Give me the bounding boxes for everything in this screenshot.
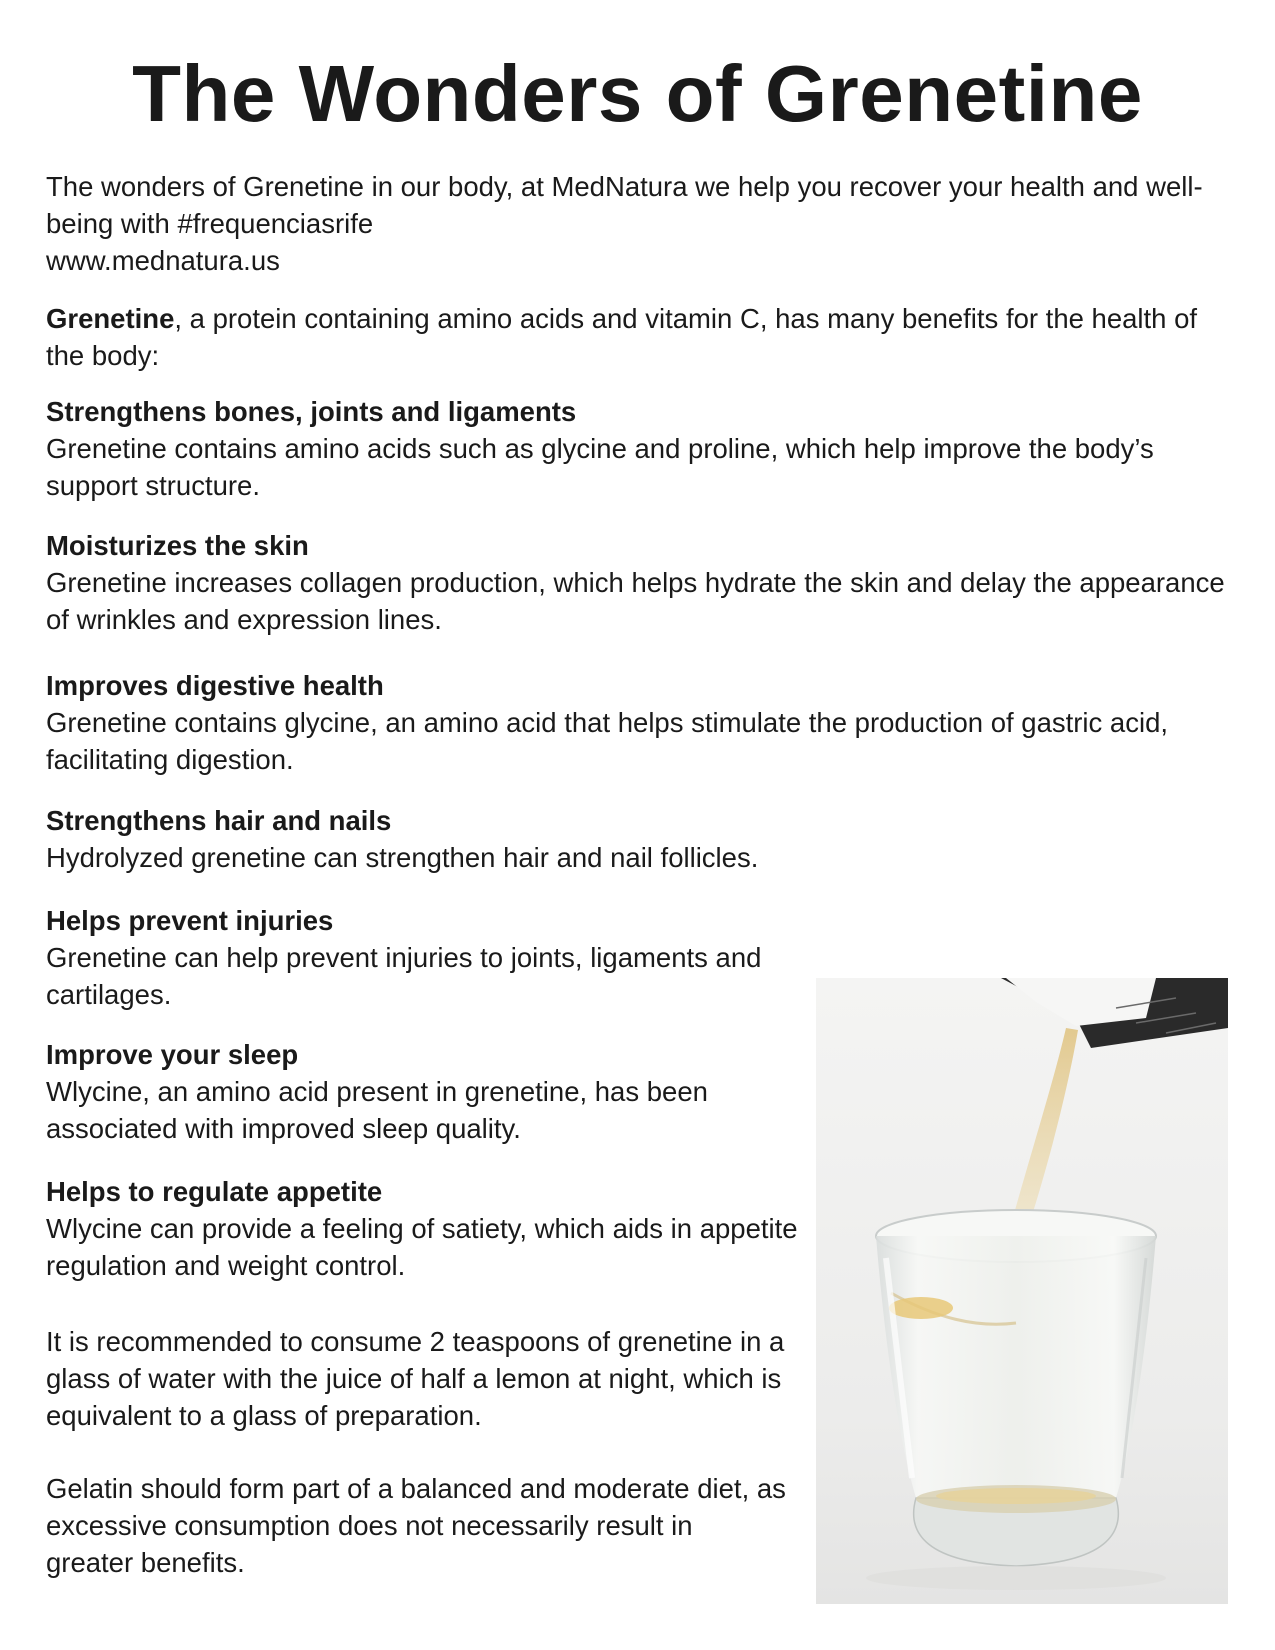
closing-paragraph: Gelatin should form part of a balanced and moderate diet, as excessive consumption does not necessarily result in greater benefits. (46, 1473, 786, 1578)
grenetine-glass-photo (816, 978, 1228, 1604)
benefit-appetite (46, 1173, 806, 1284)
benefit-skin (46, 527, 1236, 638)
benefit-heading: Improve your sleep (46, 1039, 299, 1070)
benefit-injuries (46, 902, 806, 1013)
glass-illustration (816, 978, 1228, 1604)
benefit-heading: Improves digestive health (46, 670, 384, 701)
glass-icon (876, 1210, 1156, 1566)
benefit-heading: Helps to regulate appetite (46, 1176, 383, 1207)
benefit-heading: Moisturizes the skin (46, 530, 309, 561)
intro-text: The wonders of Grenetine in our body, at MedNatura we help you recover your health and well-being with #frequenciasrife (46, 171, 1203, 239)
benefit-heading: Strengthens hair and nails (46, 805, 392, 836)
intro-section (46, 168, 1226, 279)
benefit-text: Grenetine increases collagen production, which helps hydrate the skin and delay the appearance of wrinkles and expression lines. (46, 567, 1225, 635)
benefit-heading: Helps prevent injuries (46, 905, 334, 936)
lead-paragraph (46, 300, 1236, 374)
lead-text: , a protein containing amino acids and vitamin C, has many benefits for the health of the body: (46, 303, 1198, 371)
page-title: The Wonders of Grenetine (132, 49, 1143, 138)
benefit-text: Hydrolyzed grenetine can strengthen hair and nail follicles. (46, 842, 759, 873)
benefit-sleep (46, 1036, 806, 1147)
benefit-hair-nails (46, 802, 1236, 876)
benefit-text: Wlycine can provide a feeling of satiety, which aids in appetite regulation and weight control. (46, 1213, 798, 1281)
website-link[interactable]: www.mednatura.us (46, 245, 280, 276)
benefit-bones (46, 393, 1236, 504)
benefit-text: Grenetine contains glycine, an amino acid that helps stimulate the production of gastric acid, facilitating digestion. (46, 707, 1169, 775)
lead-term: Grenetine (46, 303, 175, 334)
benefit-text: Grenetine contains amino acids such as glycine and proline, which help improve the body’s support structure. (46, 433, 1154, 501)
benefit-text: Wlycine, an amino acid present in grenetine, has been associated with improved sleep quality. (46, 1076, 708, 1144)
recommendation-paragraph: It is recommended to consume 2 teaspoons of grenetine in a glass of water with the juice of half a lemon at night, which is equivalent to a glass of preparation. (46, 1326, 785, 1431)
benefit-digestive (46, 667, 1236, 778)
benefit-text: Grenetine can help prevent injuries to joints, ligaments and cartilages. (46, 942, 762, 1010)
benefit-heading: Strengthens bones, joints and ligaments (46, 396, 577, 427)
glass-shadow (866, 1566, 1166, 1590)
lemon-slice (889, 1297, 953, 1319)
